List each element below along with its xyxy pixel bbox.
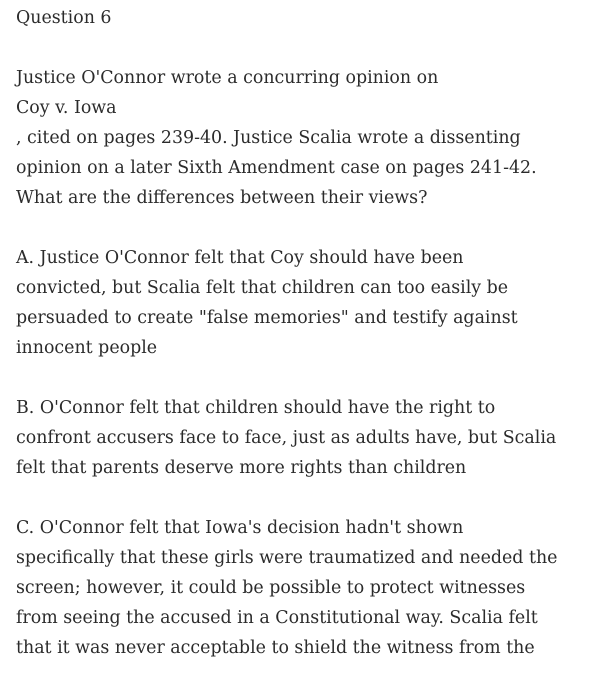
option-c-line: screen; however, it could be possible to protect witnesses — [16, 578, 526, 598]
spacer — [16, 213, 591, 243]
prompt-line: opinion on a later Sixth Amendment case on pages 241-42. — [16, 158, 537, 178]
option-b-line: felt that parents deserve more rights than children — [16, 458, 467, 478]
prompt-line: Justice O'Connor wrote a concurring opinion on — [16, 68, 439, 88]
option-c[interactable] — [16, 513, 591, 663]
option-b-line: confront accusers face to face, just as adults have, but Scalia — [16, 428, 557, 448]
prompt-line: What are the differences between their views? — [16, 188, 428, 208]
option-c-line: C. O'Connor felt that Iowa's decision hadn't shown — [16, 518, 464, 538]
prompt-case-name: Coy v. Iowa — [16, 98, 117, 118]
option-c-line: specifically that these girls were traumatized and needed the — [16, 548, 558, 568]
option-a[interactable] — [16, 243, 591, 363]
option-a-line: persuaded to create "false memories" and testify against — [16, 308, 518, 328]
spacer — [16, 33, 591, 63]
question-page — [16, 0, 591, 663]
option-c-line: that it was never acceptable to shield the witness from the — [16, 638, 535, 658]
option-a-line: A. Justice O'Connor felt that Coy should have been — [16, 248, 464, 268]
prompt-line: , cited on pages 239-40. Justice Scalia wrote a dissenting — [16, 128, 521, 148]
option-a-line: innocent people — [16, 338, 158, 358]
spacer — [16, 483, 591, 513]
option-c-line: from seeing the accused in a Constitutional way. Scalia felt — [16, 608, 538, 628]
question-prompt — [16, 63, 591, 213]
question-label: Question 6 — [16, 8, 112, 28]
option-a-line: convicted, but Scalia felt that children can too easily be — [16, 278, 509, 298]
spacer — [16, 363, 591, 393]
option-b-line: B. O'Connor felt that children should have the right to — [16, 398, 496, 418]
option-b[interactable] — [16, 393, 591, 483]
